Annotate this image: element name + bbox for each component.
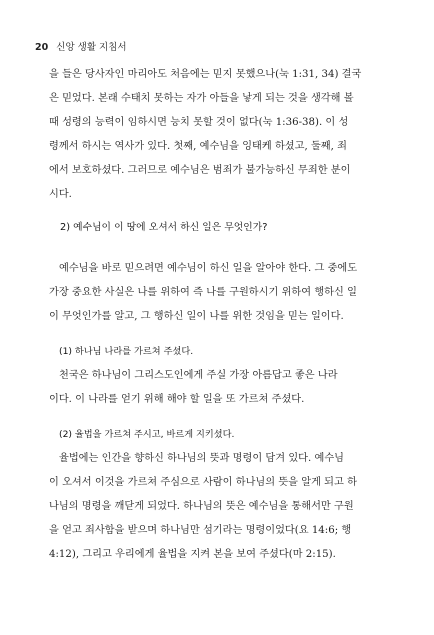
body-line: 령께서 하시는 역사가 있다. 첫째, 예수님을 잉태케 하셨고, 둘째, 죄 <box>49 141 347 152</box>
subsection-heading: (1) 하나님 나라를 가르쳐 주셨다. <box>59 346 194 357</box>
book-title: 신앙 생활 지침서 <box>56 42 127 53</box>
running-header <box>35 39 127 53</box>
body-line: 은 믿었다. 본래 수태치 못하는 자가 아들을 낳게 되는 것을 생각해 볼 <box>49 93 354 104</box>
body-line: 이 오셔서 이것을 가르쳐 주심으로 사람이 하나님의 뜻을 알게 되고 하 <box>49 477 357 488</box>
body-line: 때 성령의 능력이 임하시면 능치 못할 것이 없다(눅 1:36-38). 이 성 <box>49 117 349 128</box>
section-heading: 2) 예수님이 이 땅에 오셔서 하신 일은 무엇인가? <box>60 222 268 233</box>
body-line: 이 무엇인가를 알고, 그 행하신 일이 나를 위한 것임을 믿는 일이다. <box>49 311 344 322</box>
body-line: 천국은 하나님이 그리스도인에게 주실 가장 아름답고 좋은 나라 <box>59 370 338 381</box>
page-number: 20 <box>35 42 49 53</box>
body-line: 이다. 이 나라를 얻기 위해 해야 할 일을 또 가르쳐 주셨다. <box>49 394 305 405</box>
body-line: 예수님을 바로 믿으려면 예수님이 하신 일을 알아야 한다. 그 중에도 <box>59 263 358 274</box>
body-line: 시다. <box>49 189 72 200</box>
body-line: 율법에는 인간을 향하신 하나님의 뜻과 명령이 담겨 있다. 예수님 <box>59 453 345 464</box>
body-line: 에서 보호하셨다. 그러므로 예수님은 범죄가 불가능하신 무죄한 분이 <box>49 165 351 176</box>
body-line: 4:12), 그리고 우리에게 율법을 지켜 본을 보여 주셨다(마 2:15). <box>49 549 336 560</box>
body-line: 을 얻고 죄사함을 받으며 하나님만 섬기라는 명령이었다(요 14:6; 행 <box>49 525 352 536</box>
body-line: 가장 중요한 사실은 나를 위하여 즉 나를 구원하시기 위하여 행하신 일 <box>49 287 357 298</box>
body-line: 을 들은 당사자인 마리아도 처음에는 믿지 못했으나(눅 1:31, 34) 결국 <box>49 69 362 80</box>
body-line: 나님의 명령을 깨닫게 되었다. 하나님의 뜻은 예수님을 통해서만 구원 <box>49 501 354 512</box>
subsection-heading: (2) 율법을 가르쳐 주시고, 바르게 지키셨다. <box>59 429 235 440</box>
